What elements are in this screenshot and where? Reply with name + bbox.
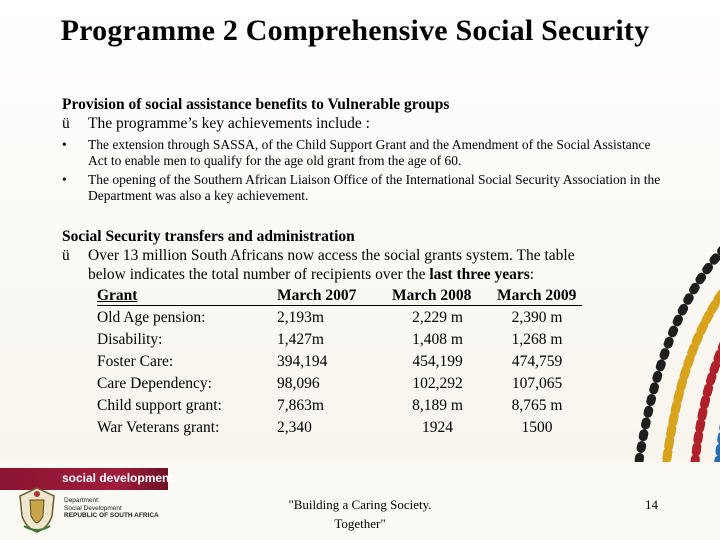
grant-name: Care Dependency: xyxy=(97,375,212,392)
value-2008: 102,292 xyxy=(412,375,463,392)
value-2009: 107,065 xyxy=(511,375,563,392)
section-1-check-text: The programme’s key achievements include : xyxy=(88,115,370,132)
section-2-check-line-2-end: : xyxy=(529,266,535,283)
header-march-2008: March 2008 xyxy=(392,287,472,304)
bullet-text: The opening of the Southern African Liaison Office of the International Social Security Association in the Department was also a key achievement. xyxy=(88,172,661,203)
value-2008: 1,408 m xyxy=(412,331,463,348)
value-2009: 474,759 xyxy=(511,353,563,370)
grant-name: War Veterans grant: xyxy=(97,419,220,436)
header-march-2009: March 2009 xyxy=(497,287,577,304)
value-2007: 7,863m xyxy=(277,397,324,414)
dept-line: REPUBLIC OF SOUTH AFRICA xyxy=(64,512,159,520)
dept-line: Social Development xyxy=(64,504,122,512)
slide-title: Programme 2 Comprehensive Social Security xyxy=(60,14,650,47)
value-2009: 1,268 m xyxy=(511,331,563,348)
tagline xyxy=(280,495,440,533)
bullet-text: The extension through SASSA, of the Child Support Grant and the Amendment of the Social Assistance Act to enable men to qualify for the age old grant from the age of 60. xyxy=(88,137,651,168)
section-1 xyxy=(62,95,682,133)
section-2-check-line-2-bold: last three years xyxy=(429,266,530,283)
section-1-heading: Provision of social assistance benefits to Vulnerable groups xyxy=(62,96,450,113)
value-2007: 1,427m xyxy=(277,331,324,348)
bullet-icon: • xyxy=(62,137,67,152)
header-march-2007: March 2007 xyxy=(277,287,357,304)
section-2-check-line-1: Over 13 million South Africans now access the social grants system. The table xyxy=(88,247,575,264)
bullet-icon: • xyxy=(62,172,67,187)
value-2009: 1500 xyxy=(521,419,553,436)
logo-text: social development xyxy=(62,471,174,485)
coat-of-arms-icon xyxy=(14,486,60,534)
grant-name: Child support grant: xyxy=(97,397,222,414)
list-item xyxy=(62,137,662,169)
section-2-heading: Social Security transfers and administration xyxy=(62,228,355,245)
check-icon: ü xyxy=(62,247,70,264)
value-2008: 454,199 xyxy=(412,353,463,370)
value-2007: 98,096 xyxy=(277,375,320,392)
section-2-check-line-2: below indicates the total number of recipients over the xyxy=(88,266,430,283)
value-2007: 2,193m xyxy=(277,309,324,326)
page-number: 14 xyxy=(645,497,658,512)
value-2008: 8,189 m xyxy=(412,397,463,414)
section-1-check-item xyxy=(62,114,682,133)
grant-name: Foster Care: xyxy=(97,353,174,370)
dept-line: Department: xyxy=(64,497,100,504)
check-icon: ü xyxy=(62,115,70,132)
header-grant: Grant xyxy=(97,287,138,304)
department-name xyxy=(64,497,159,520)
value-2009: 8,765 m xyxy=(511,397,563,414)
value-2009: 2,390 m xyxy=(511,309,563,326)
grant-name: Old Age pension: xyxy=(97,309,206,326)
tagline-line-2: Together" xyxy=(334,516,386,531)
grant-name: Disability: xyxy=(97,331,163,348)
value-2008: 2,229 m xyxy=(412,309,463,326)
value-2008: 1924 xyxy=(422,419,453,436)
value-2007: 2,340 xyxy=(277,419,312,436)
tagline-line-1: "Building a Caring Society. xyxy=(288,497,432,512)
value-2007: 394,194 xyxy=(277,353,328,370)
